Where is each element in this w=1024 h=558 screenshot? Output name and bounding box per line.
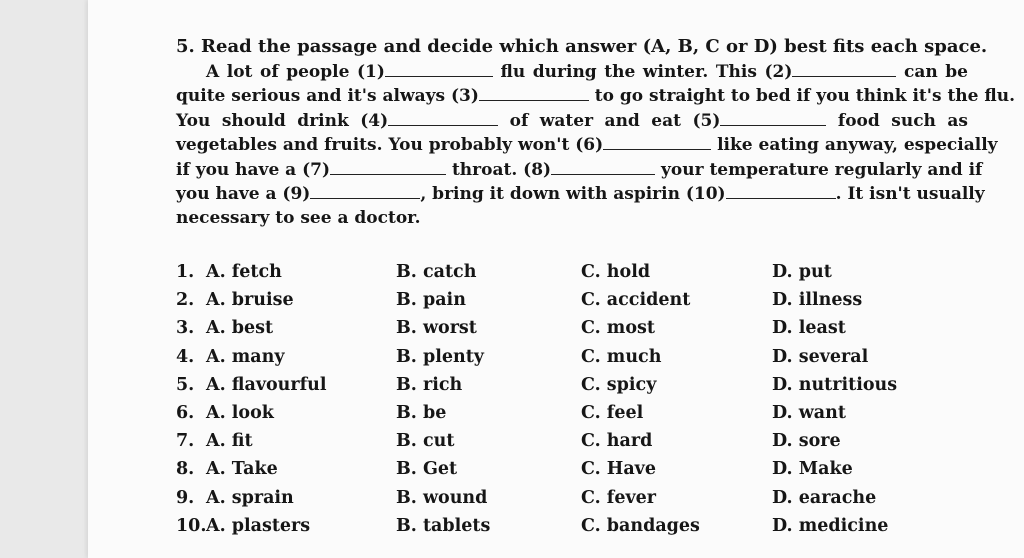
question-number: 1. — [176, 262, 195, 282]
answer-blank[interactable] — [726, 184, 836, 199]
option-d[interactable]: D. nutritious — [772, 374, 898, 395]
answer-options-list — [176, 262, 1024, 544]
question-number: 7. — [176, 431, 195, 452]
passage-line: you have a (9) , bring it down with aspirin (10) . It isn't usually — [176, 184, 985, 205]
option-b[interactable]: B. rich — [396, 374, 463, 395]
option-c[interactable]: C. Have — [581, 459, 656, 480]
question-row — [176, 290, 1024, 318]
option-c[interactable]: C. spicy — [581, 374, 657, 395]
option-a[interactable]: A. Take — [206, 459, 278, 480]
option-d[interactable]: D. earache — [772, 487, 877, 508]
option-b[interactable]: B. cut — [396, 431, 455, 452]
option-b[interactable]: B. worst — [396, 318, 477, 339]
option-a[interactable]: A. fit — [206, 431, 253, 452]
question-row — [176, 403, 1024, 431]
question-number: 3. — [176, 318, 195, 339]
option-c[interactable]: C. bandages — [581, 515, 700, 536]
option-c[interactable]: C. most — [581, 318, 655, 339]
question-row — [176, 431, 1024, 459]
option-a[interactable]: A. sprain — [206, 487, 294, 508]
passage-line: You should drink (4) of water and eat (5) food such as — [176, 110, 968, 131]
question-row — [176, 347, 1024, 375]
option-c[interactable]: C. much — [581, 346, 662, 367]
worksheet-page — [88, 0, 1024, 558]
option-b[interactable]: B. catch — [396, 262, 477, 282]
option-d[interactable]: D. medicine — [772, 515, 889, 536]
option-b[interactable]: B. be — [396, 402, 447, 423]
option-b[interactable]: B. pain — [396, 290, 466, 311]
question-number: 4. — [176, 346, 195, 367]
option-a[interactable]: A. bruise — [206, 290, 294, 311]
question-row — [176, 488, 1024, 516]
question-number: 2. — [176, 290, 195, 311]
question-row — [176, 375, 1024, 403]
option-b[interactable]: B. plenty — [396, 346, 484, 367]
question-row — [176, 318, 1024, 346]
answer-blank[interactable] — [479, 86, 589, 101]
answer-blank[interactable] — [330, 160, 446, 175]
answer-blank[interactable] — [388, 111, 498, 126]
question-row — [176, 262, 1024, 290]
option-a[interactable]: A. look — [206, 402, 274, 423]
option-a[interactable]: A. plasters — [206, 515, 311, 536]
passage-line: vegetables and fruits. You probably won't (6) like eating anyway, especially — [176, 135, 998, 156]
option-a[interactable]: A. fetch — [206, 262, 282, 282]
option-d[interactable]: D. several — [772, 346, 869, 367]
passage-line: necessary to see a doctor. — [176, 208, 421, 229]
answer-blank[interactable] — [385, 62, 493, 77]
passage-line: if you have a (7) throat. (8) your temperature regularly and if — [176, 159, 983, 180]
question-number: 5. — [176, 374, 195, 395]
answer-blank[interactable] — [603, 135, 711, 150]
answer-blank[interactable] — [310, 184, 420, 199]
option-c[interactable]: C. hold — [581, 262, 651, 282]
option-d[interactable]: D. want — [772, 402, 846, 423]
option-a[interactable]: A. many — [206, 346, 285, 367]
question-number: 10. — [176, 515, 207, 536]
passage-line: A lot of people (1) flu during the winter. This (2) can be — [206, 62, 968, 82]
passage-line: quite serious and it's always (3) to go straight to bed if you think it's the flu. — [176, 86, 1016, 107]
option-c[interactable]: C. accident — [581, 290, 691, 311]
option-c[interactable]: C. feel — [581, 402, 644, 423]
option-a[interactable]: A. flavourful — [206, 374, 327, 395]
answer-blank[interactable] — [720, 111, 826, 126]
question-row — [176, 459, 1024, 487]
cloze-passage — [176, 60, 1016, 231]
question-number: 8. — [176, 459, 195, 480]
option-b[interactable]: B. Get — [396, 459, 458, 480]
answer-blank[interactable] — [551, 160, 655, 175]
option-a[interactable]: A. best — [206, 318, 274, 339]
question-number: 9. — [176, 487, 195, 508]
exercise-heading: 5. Read the passage and decide which answer (A, B, C or D) best fits each space. — [176, 36, 988, 57]
answer-blank[interactable] — [792, 62, 896, 77]
option-d[interactable]: D. illness — [772, 290, 863, 311]
option-b[interactable]: B. wound — [396, 487, 488, 508]
option-d[interactable]: D. sore — [772, 431, 841, 452]
question-row — [176, 516, 1024, 544]
option-d[interactable]: D. put — [772, 262, 832, 282]
option-d[interactable]: D. Make — [772, 459, 853, 480]
option-c[interactable]: C. fever — [581, 487, 656, 508]
option-b[interactable]: B. tablets — [396, 515, 491, 536]
option-d[interactable]: D. least — [772, 318, 846, 339]
option-c[interactable]: C. hard — [581, 431, 653, 452]
question-number: 6. — [176, 402, 195, 423]
